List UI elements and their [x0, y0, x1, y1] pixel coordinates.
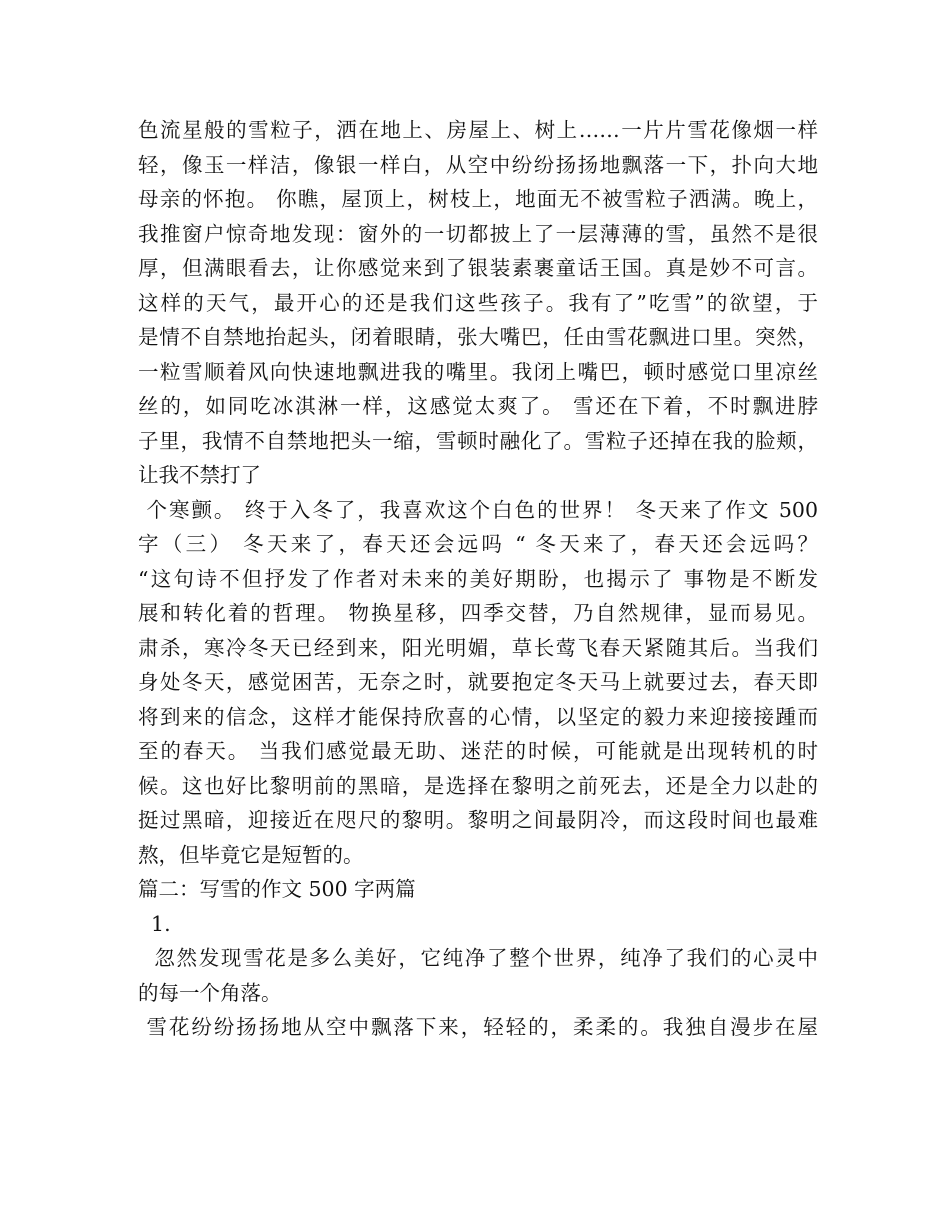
text-line: 子里，我情不自禁地把头一缩，雪顿时融化了。雪粒子还掉在我的脸颊， — [138, 428, 818, 453]
text-line: 熬，但毕竟它是短暂的。 — [138, 842, 364, 867]
text-line: 的每一个角落。 — [138, 980, 282, 1005]
text-line: 身处冬天，感觉困苦，无奈之时，就要抱定冬天马上就要过去，春天即 — [138, 670, 818, 694]
text-line: 挺过黑暗，迎接近在咫尺的黎明。黎明之间最阴冷，而这段时间也最难 — [138, 808, 818, 832]
text-line: 轻，像玉一样洁，像银一样白，从空中纷纷扬扬地飘落一下，扑向大地 — [138, 152, 818, 177]
text-line: 一粒雪顺着风向快速地飘进我的嘴里。我闭上嘴巴，顿时感觉口里凉丝 — [138, 359, 818, 384]
text-line: 候。这也好比黎明前的黑暗，是选择在黎明之前死去，还是全力以赴的 — [138, 773, 818, 798]
text-line: 丝的，如同吃冰淇淋一样，这感觉太爽了。 雪还在下着，不时飘进脖 — [138, 394, 818, 418]
text-line: 个寒颤。 终于入冬了，我喜欢这个白色的世界！ 冬天来了作文 500 — [138, 497, 818, 522]
text-line: 母亲的怀抱。 你瞧，屋顶上，树枝上，地面无不被雪粒子洒满。晚上， — [138, 187, 818, 211]
text-line: 是情不自禁地抬起头，闭着眼睛，张大嘴巴，任由雪花飘进口里。突然， — [138, 325, 818, 349]
text-line: 字（三） 冬天来了，春天还会远吗 “ 冬天来了，春天还会远吗？ — [138, 532, 818, 556]
text-line: 忽然发现雪花是多么美好，它纯净了整个世界，纯净了我们的心灵中 — [138, 946, 818, 970]
document-body — [138, 113, 818, 1045]
text-line: 色流星般的雪粒子，洒在地上、房屋上、树上……一片片雪花像烟一样 — [138, 118, 818, 142]
text-line: 我推窗户惊奇地发现：窗外的一切都披上了一层薄薄的雪，虽然不是很 — [138, 221, 818, 246]
section-heading: 篇二：写雪的作文 500 字两篇 — [138, 877, 416, 901]
text-line: 肃杀，寒冷冬天已经到来，阳光明媚，草长莺飞春天紧随其后。当我们 — [138, 635, 818, 660]
text-line: 厚，但满眼看去，让你感觉来到了银装素裹童话王国。真是妙不可言。 — [138, 256, 818, 280]
text-line: 雪花纷纷扬扬地从空中飘落下来，轻轻的，柔柔的。我独自漫步在屋 — [138, 1015, 818, 1039]
text-line: 让我不禁打了 — [138, 463, 261, 487]
text-line: 这样的天气，最开心的还是我们这些孩子。我有了”吃雪”的欲望，于 — [138, 290, 818, 315]
text-line: 至的春天。 当我们感觉最无助、迷茫的时候，可能就是出现转机的时 — [138, 739, 818, 763]
text-line: 展和转化着的哲理。 物换星移，四季交替，乃自然规律，显而易见。 — [138, 601, 818, 625]
text-line: 将到来的信念，这样才能保持欣喜的心情，以坚定的毅力来迎接接踵而 — [138, 704, 818, 729]
list-number: 1. — [138, 911, 171, 936]
text-line: “这句诗不但抒发了作者对未来的美好期盼，也揭示了 事物是不断发 — [138, 566, 818, 591]
